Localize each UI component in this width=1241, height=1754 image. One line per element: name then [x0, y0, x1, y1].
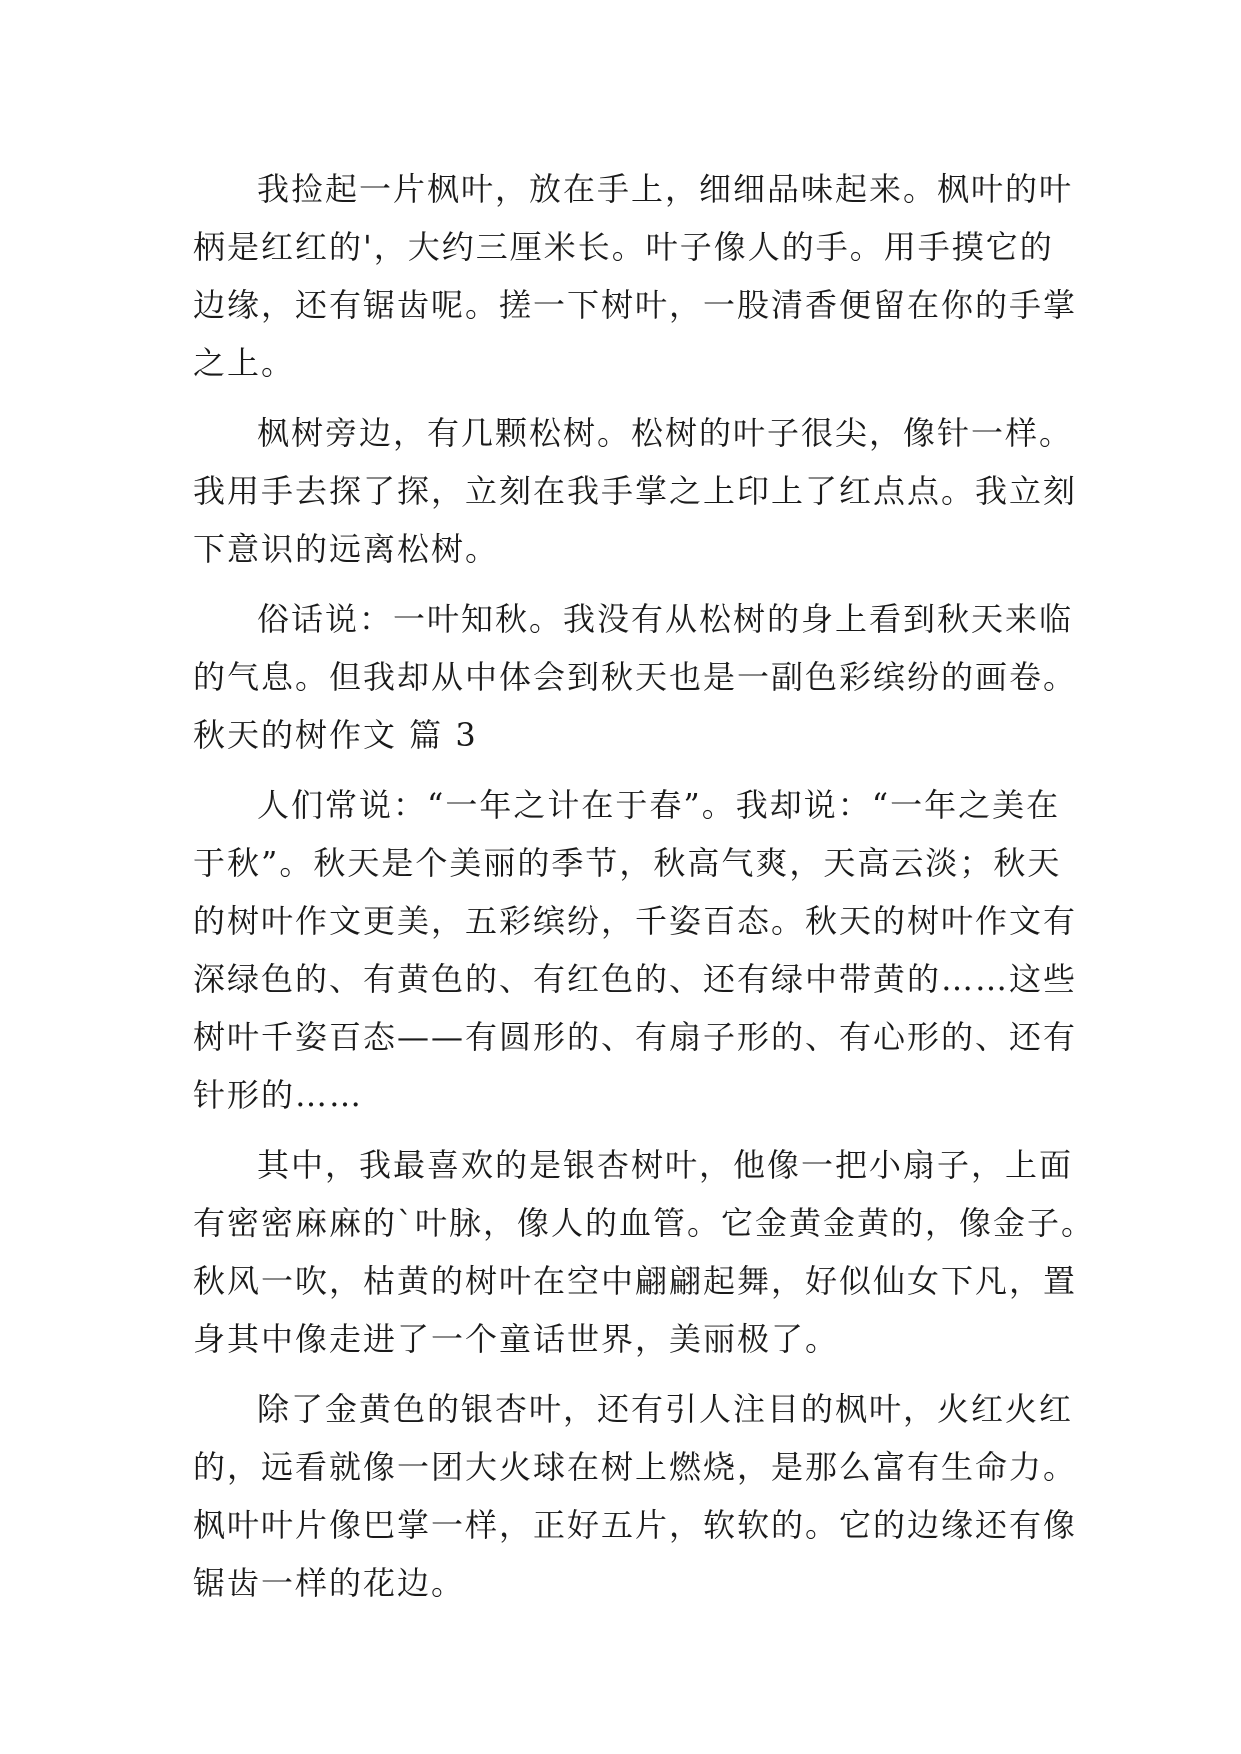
text-line: 的气息。但我却从中体会到秋天也是一副色彩缤纷的画卷。 — [193, 658, 1078, 696]
text-line: 身其中像走进了一个童话世界，美丽极了。 — [193, 1320, 840, 1358]
text-line: 树叶千姿百态——有圆形的、有扇子形的、有心形的、还有 — [193, 1018, 1078, 1056]
text-line: 枫叶叶片像巴掌一样，正好五片，软软的。它的边缘还有像 — [193, 1506, 1078, 1544]
text-line: 人们常说：“一年之计在于春”。我却说：“一年之美在 — [257, 786, 1061, 824]
text-line: 我用手去探了探，立刻在我手掌之上印上了红点点。我立刻 — [193, 472, 1078, 510]
text-line: 枫树旁边，有几颗松树。松树的叶子很尖，像针一样。 — [257, 414, 1074, 452]
text-line: 于秋”。秋天是个美丽的季节，秋高气爽，天高云淡；秋天 — [193, 844, 1062, 882]
text-line: 针形的…… — [193, 1076, 364, 1114]
document-page — [193, 160, 1096, 1612]
text-line: 边缘，还有锯齿呢。搓一下树叶，一股清香便留在你的手掌 — [193, 286, 1078, 324]
paragraph-5 — [193, 1136, 1096, 1368]
text-line: 除了金黄色的银杏叶，还有引人注目的枫叶，火红火红 — [257, 1390, 1074, 1428]
paragraph-4 — [193, 776, 1078, 1124]
text-line: 柄是红红的'，大约三厘米长。叶子像人的手。用手摸它的 — [193, 228, 1054, 266]
text-line: 之上。 — [193, 344, 296, 382]
text-line: 俗话说：一叶知秋。我没有从松树的身上看到秋天来临 — [257, 600, 1074, 638]
paragraph-6 — [193, 1380, 1078, 1612]
text-line: 的，远看就像一团大火球在树上燃烧，是那么富有生命力。 — [193, 1448, 1078, 1486]
text-line: 锯齿一样的花边。 — [193, 1564, 466, 1602]
text-line: 其中，我最喜欢的是银杏树叶，他像一把小扇子，上面 — [257, 1146, 1074, 1184]
section-heading: 秋天的树作文 篇 3 — [193, 716, 478, 754]
text-line: 下意识的远离松树。 — [193, 530, 500, 568]
paragraph-3 — [193, 590, 1078, 706]
text-line: 深绿色的、有黄色的、有红色的、还有绿中带黄的……这些 — [193, 960, 1078, 998]
paragraph-2 — [193, 404, 1078, 578]
text-line: 秋风一吹，枯黄的树叶在空中翩翩起舞，好似仙女下凡，置 — [193, 1262, 1078, 1300]
text-line: 我捡起一片枫叶，放在手上，细细品味起来。枫叶的叶 — [257, 170, 1074, 208]
text-line: 有密密麻麻的`叶脉，像人的血管。它金黄金黄的，像金子。 — [193, 1204, 1096, 1242]
paragraph-1 — [193, 160, 1078, 392]
text-line: 的树叶作文更美，五彩缤纷，千姿百态。秋天的树叶作文有 — [193, 902, 1078, 940]
